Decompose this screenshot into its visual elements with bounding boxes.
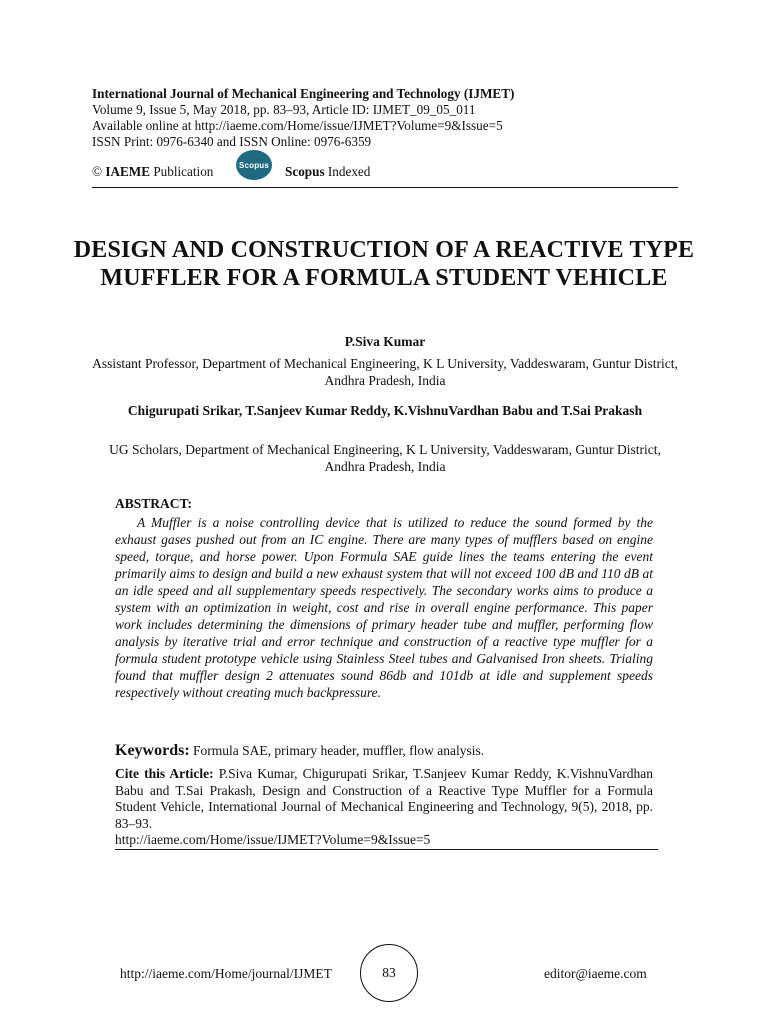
footer-journal-url: http://iaeme.com/Home/journal/IJMET — [120, 966, 332, 981]
journal-header — [92, 86, 682, 150]
publication-word: Publication — [153, 164, 214, 179]
page-number — [360, 944, 418, 1002]
scopus-word: Scopus — [285, 164, 325, 179]
cite-text: P.Siva Kumar, Chigurupati Srikar, T.Sanjeev Kumar Reddy, K.VishnuVardhan Babu and T.Sai Prakash, Design and Construction of a Reactive Type Muffler for a Formula Student Vehicle, International Journal of Mechanical Engineering and Technology, 9(5), 2018, pp. 83–93. — [115, 766, 654, 831]
citation-block — [115, 766, 653, 849]
journal-title: International Journal of Mechanical Engineering and Technology (IJMET) — [92, 86, 515, 101]
page-number-text: 83 — [382, 965, 396, 980]
publication-row — [92, 150, 682, 190]
copyright-symbol: © — [92, 164, 103, 179]
author-primary: P.Siva Kumar — [344, 334, 426, 349]
citation-divider — [115, 849, 658, 850]
scopus-logo-text: Scopus — [238, 160, 270, 170]
footer-email: editor@iaeme.com — [544, 966, 647, 981]
keywords-text: Formula SAE, primary header, muffler, flow analysis. — [193, 743, 485, 758]
affiliation-secondary: UG Scholars, Department of Mechanical Engineering, K L University, Vaddeswaram, Guntur District, Andhra Pradesh, India — [109, 442, 661, 474]
scopus-logo-icon — [236, 150, 272, 180]
volume-line: Volume 9, Issue 5, May 2018, pp. 83–93, Article ID: IJMET_09_05_011 — [92, 102, 476, 117]
scopus-indexed-label — [285, 164, 370, 180]
affiliation-primary: Assistant Professor, Department of Mechanical Engineering, K L University, Vaddeswaram, Guntur District, Andhra Pradesh, India — [92, 356, 678, 388]
cite-url: http://iaeme.com/Home/issue/IJMET?Volume=9&Issue=5 — [115, 832, 431, 848]
abstract-heading: ABSTRACT: — [115, 496, 193, 511]
paper-title: DESIGN AND CONSTRUCTION OF A REACTIVE TYPE MUFFLER FOR A FORMULA STUDENT VEHICLE — [73, 237, 695, 291]
header-divider — [92, 187, 678, 188]
abstract-text: A Muffler is a noise controlling device that is utilized to reduce the sound formed by the exhaust gases pushed out from an IC engine. There are many types of mufflers based on engine speed, torque, and horse power. Upon Formula SAE guide lines the teams entering the event primarily aims to design and build a new exhaust system that will not exceed 100 dB and 110 dB at an idle speed and all supplementary speeds respectively. The secondary works aims to produce a system with an optimization in weight, cost and rise in overall engine performance. This paper work includes determining the dimensions of primary header tube and muffler, performing flow analysis by iterative trial and error technique and construction of a reactive type muffler for a formula student prototype vehicle using Stainless Steel tubes and Galvanised Iron sheets. Trialing found that muffler design 2 attenuates sound 86db and 101db at idle and supplement speeds respectively without creating much backpressure. — [115, 515, 653, 700]
keywords-label: Keywords: — [115, 742, 190, 759]
keywords-line — [115, 742, 655, 760]
cite-label: Cite this Article: — [115, 766, 214, 781]
available-online-line: Available online at http://iaeme.com/Home/issue/IJMET?Volume=9&Issue=5 — [92, 118, 503, 133]
publisher-name: IAEME — [105, 164, 151, 179]
author-secondary: Chigurupati Srikar, T.Sanjeev Kumar Reddy, K.VishnuVardhan Babu and T.Sai Prakash — [127, 403, 643, 418]
publisher-label — [92, 164, 213, 180]
issn-line: ISSN Print: 0976-6340 and ISSN Online: 0976-6359 — [92, 134, 372, 149]
indexed-word: Indexed — [327, 164, 371, 179]
